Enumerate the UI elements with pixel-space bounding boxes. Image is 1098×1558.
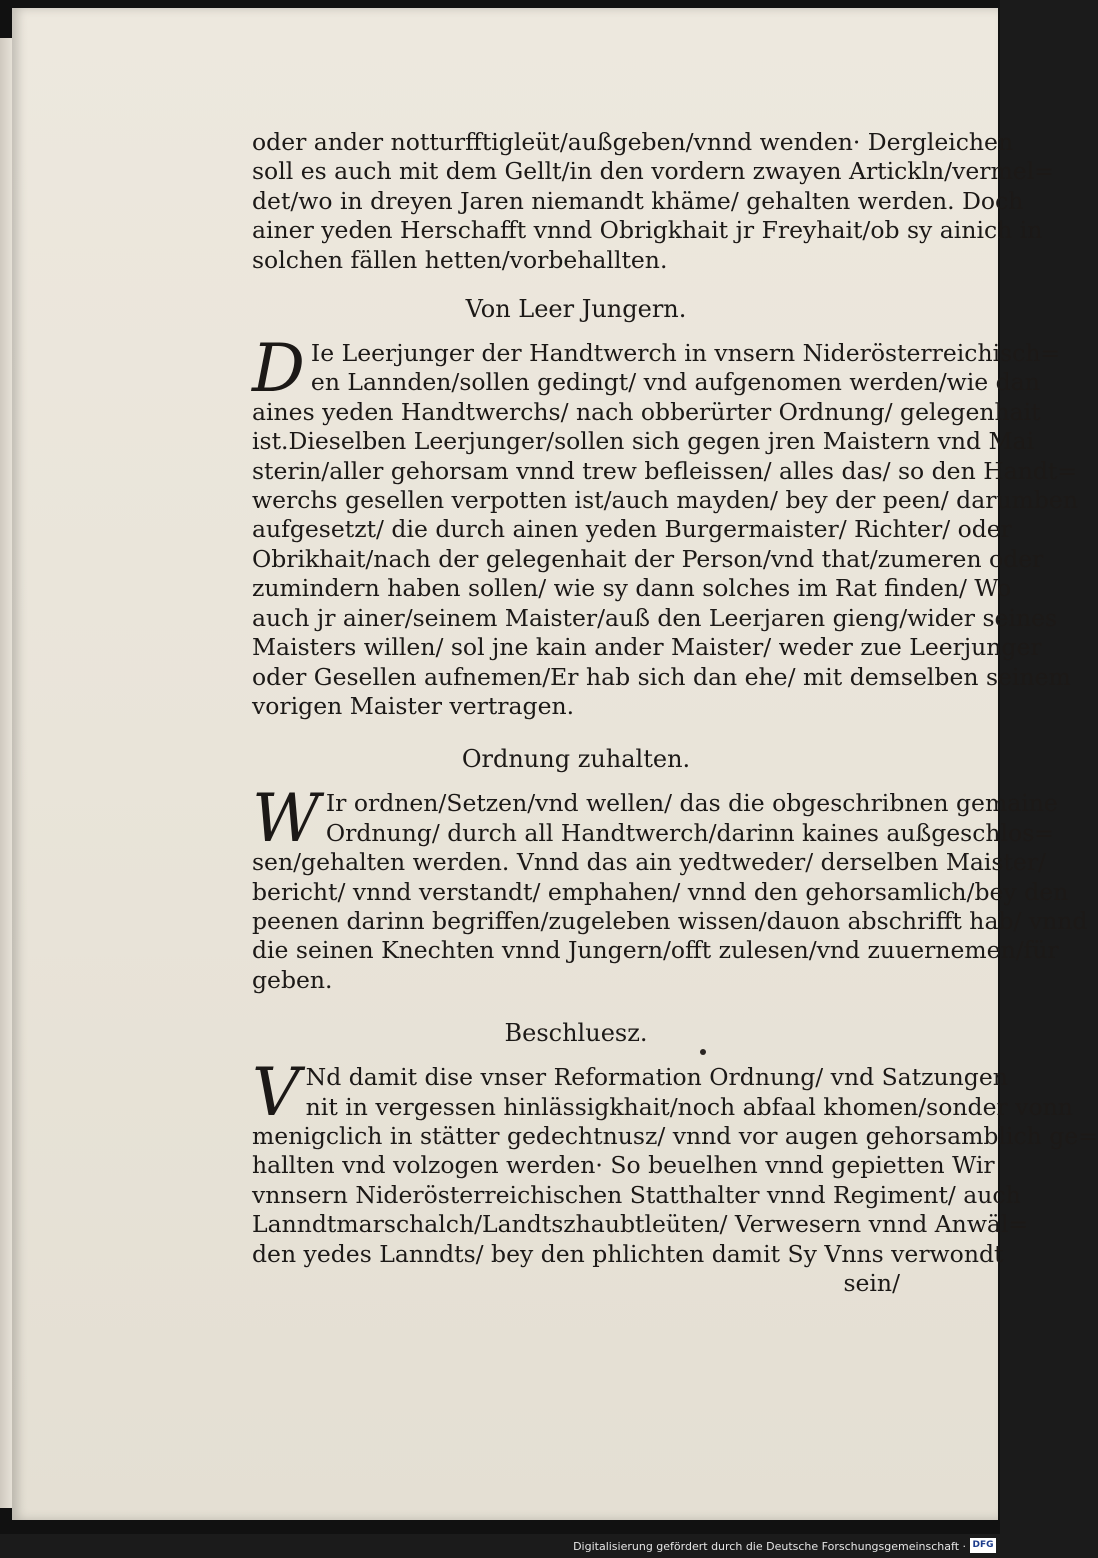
text-line: oder Gesellen aufnemen/Er hab sich dan ehe/ mit demselben seinem: [252, 662, 1071, 691]
catchword: sein/: [843, 1269, 900, 1297]
text-line: det/wo in dreyen Jaren niemandt khäme/ gehalten werden. Doch: [252, 186, 1024, 215]
section-heading-leer-jungern: Von Leer Jungern.: [465, 295, 687, 324]
drop-cap: V: [252, 1054, 300, 1132]
text-line: vorigen Maister vertragen.: [252, 691, 575, 720]
text-line: solchen fällen hetten/vorbehallten.: [252, 245, 668, 274]
text-line: Ie Leerjunger der Handtwerch in vnsern Niderösterreichisch=: [310, 339, 1061, 368]
text-line: aufgesetzt/ die durch ainen yeden Burgermaister/ Richter/ oder: [252, 515, 1012, 544]
text-line: oder ander notturfftigleüt/außgeben/vnnd wenden· Dergleichen: [252, 128, 1014, 156]
section-heading-beschluesz: Beschluesz.: [504, 1019, 648, 1048]
dfg-logo-icon: DFG: [970, 1538, 996, 1553]
text-line: Lanndtmarschalch/Landtszhaubtleüten/ Verwesern vnnd Anwäl=: [252, 1210, 1029, 1239]
text-line: Maisters willen/ sol jne kain ander Maister/ weder zue Leerjunger: [252, 633, 1042, 662]
text-line: soll es auch mit dem Gellt/in den vordern zwayen Artickln/vermel=: [252, 157, 1054, 186]
text-line: nit in vergessen hinlässigkhait/noch abfaal khomen/sonder vonn: [305, 1092, 1073, 1121]
paragraph-1: [252, 128, 1054, 275]
text-line: den yedes Lanndts/ bey den phlichten damit Sy Vnns verwondt: [252, 1239, 1004, 1268]
text-line: peenen darinn begriffen/zugeleben wissen/dauon abschrifft hab/ vnnd: [252, 906, 1088, 935]
text-line: hallten vnd volzogen werden· So beuelhen vnnd gepietten Wir: [252, 1151, 995, 1180]
text-line: vnnsern Niderösterreichischen Statthalter vnnd Regiment/ auch: [252, 1180, 1021, 1209]
text-line: bericht/ vnnd verstandt/ emphahen/ vnnd den gehorsamlich/bey den: [252, 877, 1069, 906]
section-heading-ordnung-zuhalten: Ordnung zuhalten.: [461, 745, 691, 774]
text-line: menigclich in stätter gedechtnusz/ vnnd vor augen gehorsamblich ge=: [252, 1121, 1098, 1150]
paragraph-2: [252, 330, 1078, 721]
text-line: Obrikhait/nach der gelegenhait der Person/vnd that/zumeren oder: [252, 544, 1044, 573]
footer-bar: [0, 1534, 1000, 1558]
text-line: sen/gehalten werden. Vnnd das ain yedtweder/ derselben Maister/: [252, 848, 1046, 877]
page-text: [252, 128, 1098, 1298]
text-line: sterin/aller gehorsam vnnd trew befleissen/ alles das/ so den Handt=: [252, 456, 1078, 485]
text-line: Nd damit dise vnser Reformation Ordnung/ vnd Satzungen: [305, 1063, 1008, 1092]
text-line: die seinen Knechten vnnd Jungern/offt zulesen/vnd zuuernemen/für: [252, 936, 1059, 965]
text-line: zumindern haben sollen/ wie sy dann solches im Rat finden/ Wo: [252, 574, 1012, 603]
text-line: ainer yeden Herschafft vnnd Obrigkhait jr Freyhait/ob sy ainich in: [252, 216, 1043, 245]
text-line: Ordnung/ durch all Handtwerch/darinn kaines außgeschlos=: [325, 818, 1054, 847]
drop-cap: W: [252, 780, 320, 858]
drop-cap: D: [252, 330, 305, 408]
text-line: werchs gesellen verpotten ist/auch mayden/ bey der peen/ darumben: [252, 486, 1078, 515]
text-line: geben.: [252, 965, 333, 994]
funding-notice: Digitalisierung gefördert durch die Deutsche Forschungsgemeinschaft ·: [573, 1540, 966, 1553]
text-line: auch jr ainer/seinem Maister/auß den Leerjaren gieng/wider seines: [252, 603, 1058, 632]
paragraph-3: [252, 780, 1088, 995]
paragraph-4: [252, 1054, 1098, 1298]
text-line: en Lannden/sollen gedingt/ vnd aufgenomen werden/wie dan: [310, 368, 1040, 397]
text-line: Ir ordnen/Setzen/vnd wellen/ das die obgeschribnen gemaine: [325, 789, 1058, 818]
text-line: aines yeden Handtwerchs/ nach obberürter Ordnung/ gelegenhait: [252, 397, 1041, 426]
text-line: ist.Dieselben Leerjunger/sollen sich gegen jren Maistern vnd Mai: [252, 427, 1035, 456]
